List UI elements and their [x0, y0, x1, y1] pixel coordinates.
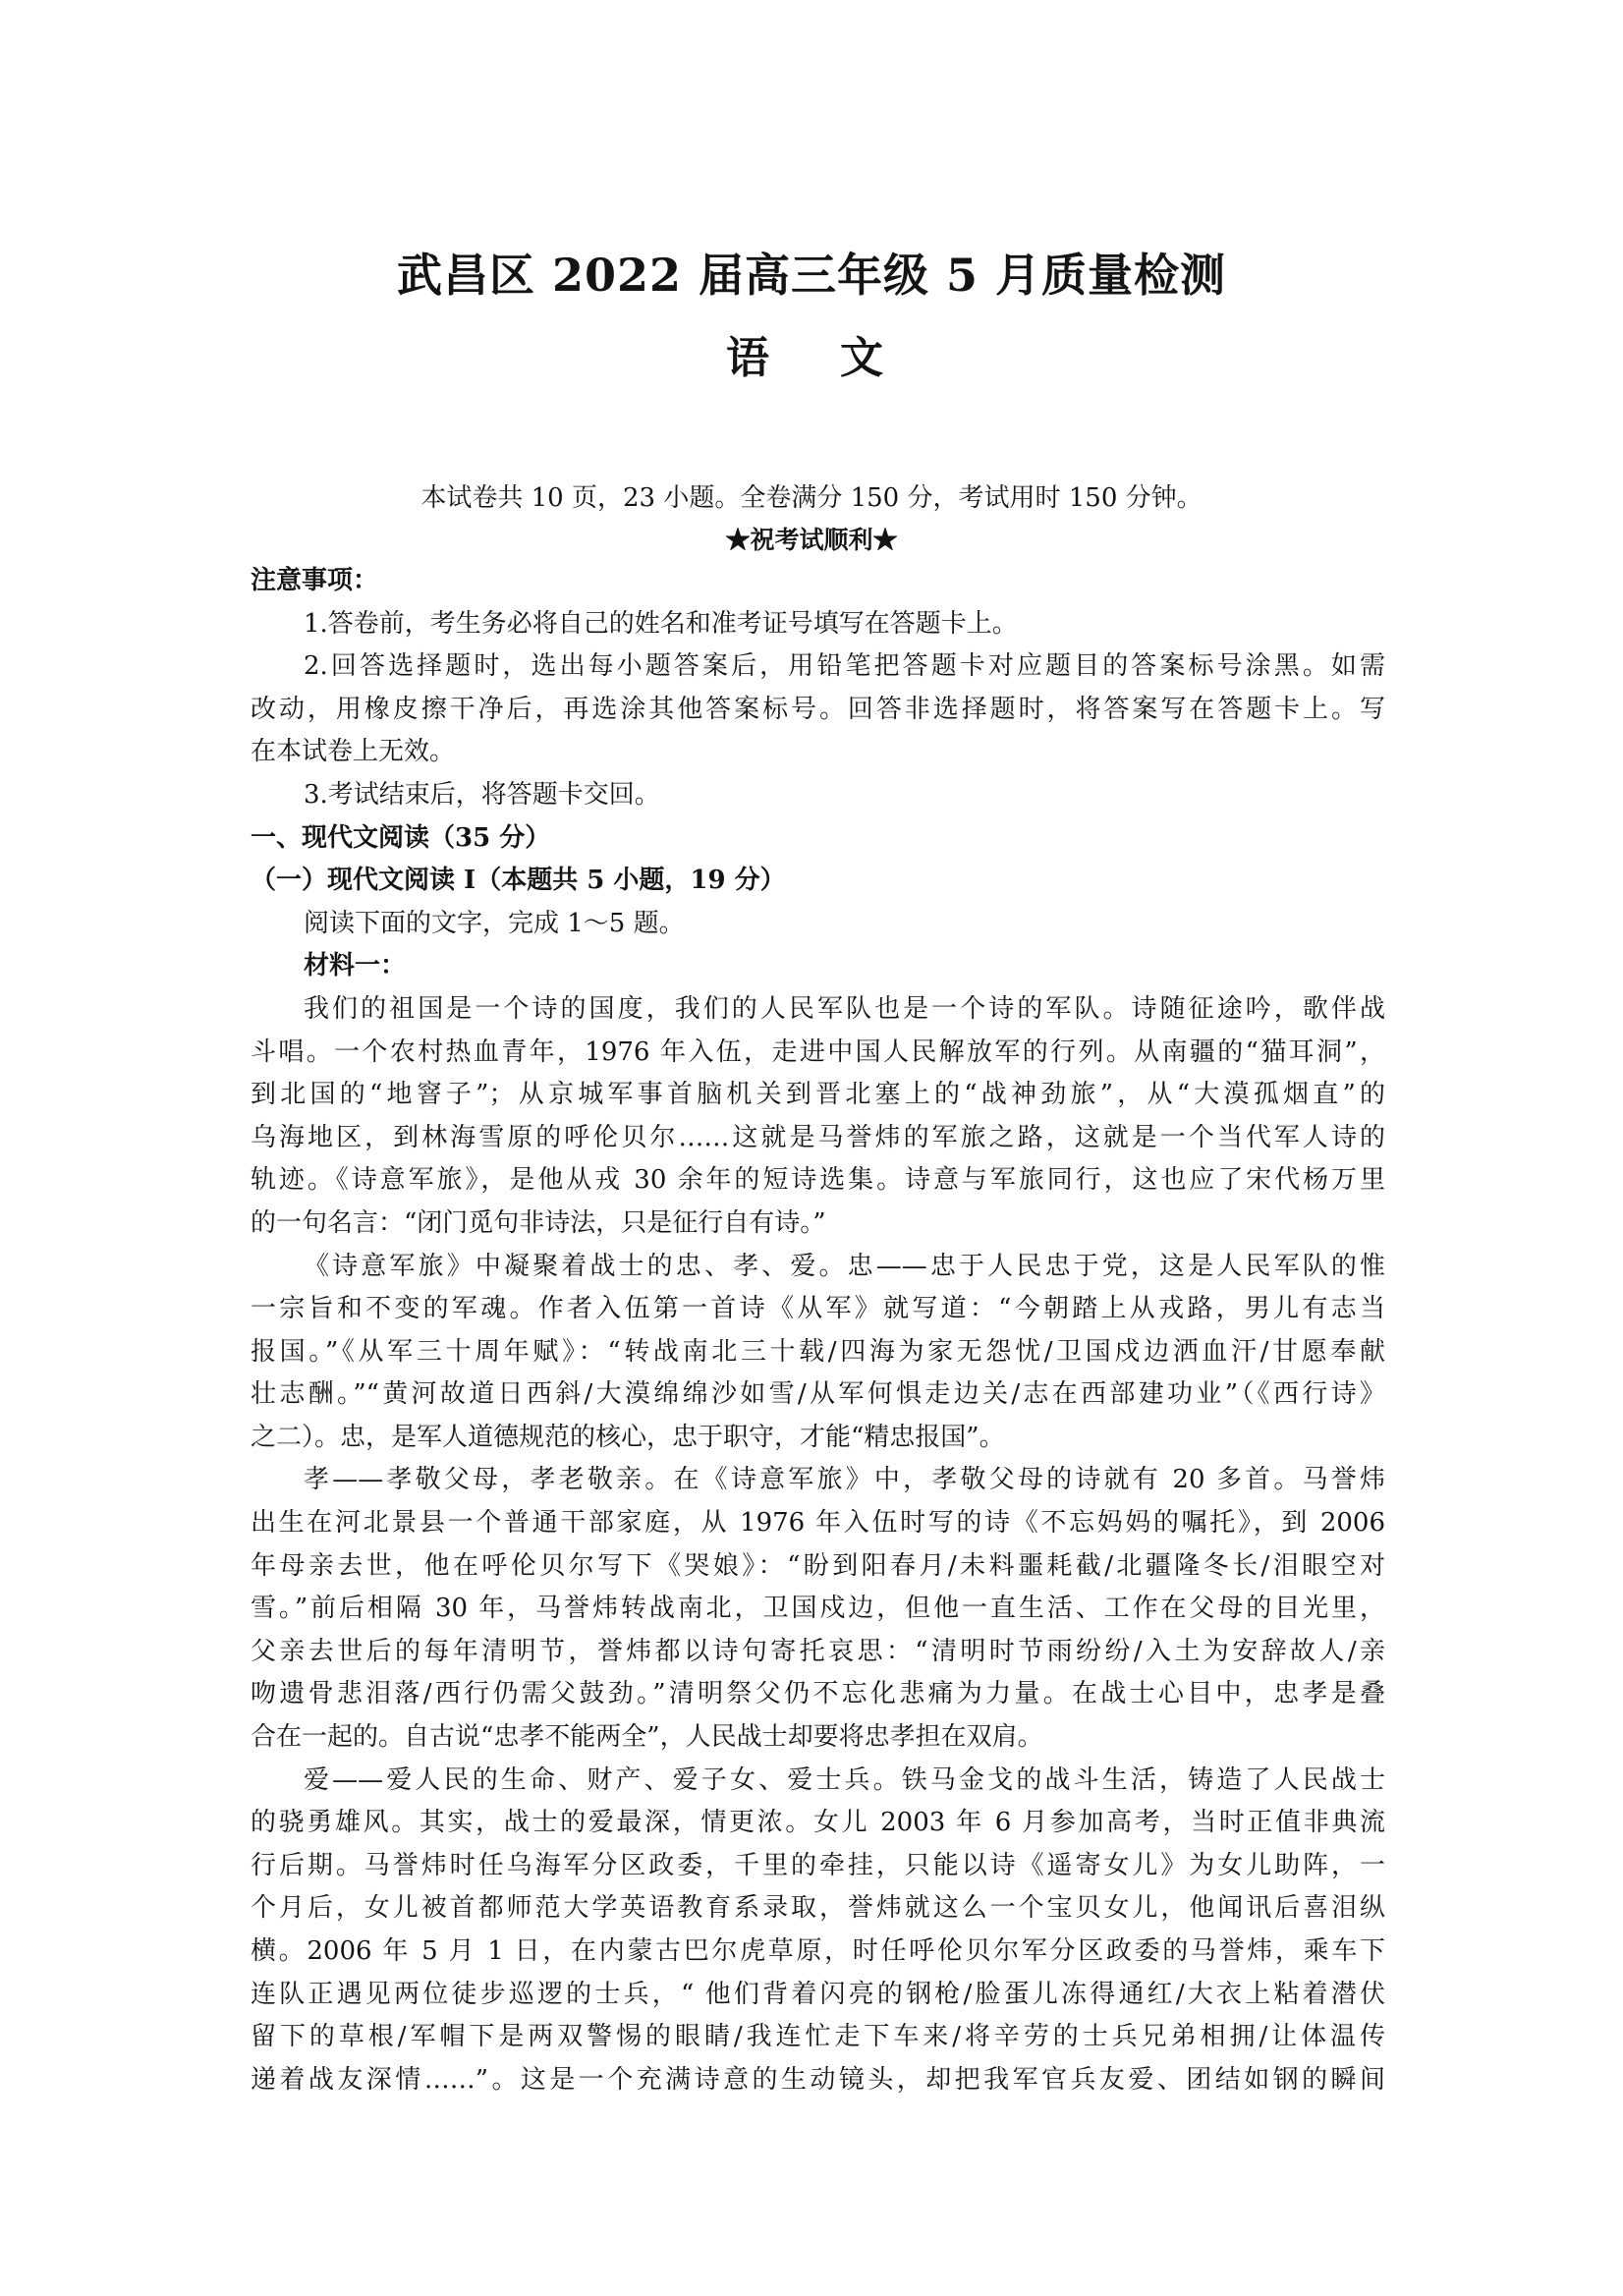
paragraph	[251, 1246, 1385, 1460]
text-line: 个月后，女儿被首都师范大学英语教育系录取，誉炜就这么一个宝贝女儿，他闻讯后喜泪纵	[251, 1893, 1385, 1924]
section-subheading: （一）现代文阅读 I（本题共 5 小题，19 分）	[251, 866, 786, 896]
text-line: 一宗旨和不变的军魂。作者入伍第一首诗《从军》就写道：“今朝踏上从戎路，男儿有志当	[251, 1294, 1385, 1324]
material-label: 材料一：	[304, 951, 407, 981]
text-line: 我们的祖国是一个诗的国度，我们的人民军队也是一个诗的军队。诗随征途吟，歌伴战	[304, 993, 1385, 1024]
text-line: 的一句名言：“闭门觅句非诗法，只是征行自有诗。”	[251, 1207, 826, 1238]
text-line: 年母亲去世，他在呼伦贝尔写下《哭娘》：“盼到阳春月/未料噩耗截/北疆隆冬长/泪眼空对	[251, 1550, 1385, 1581]
notice-item-3	[251, 774, 1385, 817]
text-line: 连队正遇见两位徒步巡逻的士兵，“ 他们背着闪亮的钢枪/脸蛋儿冻得通红/大衣上粘着潜伏	[251, 1979, 1385, 2009]
exam-wish: ★祝考试顺利★	[725, 526, 898, 554]
text-line: 壮志酬。”“黄河故道日西斜/大漠绵绵沙如雪/从军何惧走边关/志在西部建功业”（《西行诗》	[251, 1379, 1385, 1410]
text-line: 2.回答选择题时，选出每小题答案后，用铅笔把答题卡对应题目的答案标号涂黑。如需	[304, 651, 1385, 682]
text-line: 行后期。马誉炜时任乌海军分区政委，千里的牵挂，只能以诗《遥寄女儿》为女儿助阵，一	[251, 1850, 1385, 1880]
text-line: 留下的草根/军帽下是两双警惕的眼睛/我连忙走下车来/将辛劳的士兵兄弟相拥/让体温传	[251, 2022, 1385, 2052]
text-line: 轨迹。《诗意军旅》，是他从戎 30 余年的短诗选集。诗意与军旅同行，这也应了宋代杨万里	[251, 1165, 1385, 1196]
text-line: 斗唱。一个农村热血青年，1976 年入伍，走进中国人民解放军的行列。从南疆的“猫耳洞”，	[251, 1036, 1385, 1067]
text-line: 3.考试结束后，将答题卡交回。	[304, 779, 660, 810]
section-instruction: 阅读下面的文字，完成 1～5 题。	[304, 908, 685, 938]
exam-subject: 语 文	[726, 333, 897, 383]
text-line: 雪。”前后相隔 30 年，马誉炜转战南北，卫国戍边，但他一直生活、工作在父母的目光里，	[251, 1594, 1385, 1624]
text-line: 乌海地区，到林海雪原的呼伦贝尔……这就是马誉炜的军旅之路，这就是一个当代军人诗的	[251, 1122, 1385, 1152]
paragraph	[251, 988, 1385, 1246]
exam-info: 本试卷共 10 页，23 小题。全卷满分 150 分，考试用时 150 分钟。	[420, 483, 1203, 513]
text-line: 的骁勇雄风。其实，战士的爱最深，情更浓。女儿 2003 年 6 月参加高考，当时正值非典流	[251, 1808, 1385, 1838]
section-heading: 一、现代文阅读（35 分）	[251, 822, 551, 853]
text-line: 到北国的“地窨子”；从京城军事首脑机关到晋北塞上的“战神劲旅”，从“大漠孤烟直”的	[251, 1080, 1385, 1110]
text-line: 吻遗骨悲泪落/西行仍需父鼓劲。”清明祭父仍不忘化悲痛为力量。在战士心目中，忠孝是叠	[251, 1679, 1385, 1709]
text-line: 改动，用橡皮擦干净后，再选涂其他答案标号。回答非选择题时，将答案写在答题卡上。写	[251, 694, 1385, 724]
notice-item-1	[251, 603, 1385, 646]
text-line: 合在一起的。自古说“忠孝不能两全”，人民战士却要将忠孝担在双肩。	[251, 1722, 1043, 1753]
text-line: 之二）。忠，是军人道德规范的核心，忠于职守，才能“精忠报国”。	[251, 1422, 1005, 1452]
text-line: 父亲去世后的每年清明节，誉炜都以诗句寄托哀思：“清明时节雨纷纷/入土为安辞故人/亲	[251, 1636, 1385, 1666]
text-line: 横。2006 年 5 月 1 日，在内蒙古巴尔虎草原，时任呼伦贝尔军分区政委的马誉炜，乘车下	[251, 1936, 1385, 1966]
paragraph	[251, 1459, 1385, 1759]
text-line: 爱——爱人民的生命、财产、爱子女、爱士兵。铁马金戈的战斗生活，铸造了人民战士	[304, 1764, 1385, 1795]
text-line: 《诗意军旅》中凝聚着战士的忠、孝、爱。忠——忠于人民忠于党，这是人民军队的惟	[304, 1251, 1385, 1281]
text-line: 出生在河北景县一个普通干部家庭，从 1976 年入伍时写的诗《不忘妈妈的嘱托》，到 2006	[251, 1508, 1385, 1539]
text-line: 报国。”《从军三十周年赋》：“转战南北三十载/四海为家无怨忧/卫国戍边洒血汗/甘愿奉献	[251, 1336, 1385, 1367]
text-line: 1.答卷前，考生务必将自己的姓名和准考证号填写在答题卡上。	[304, 608, 1018, 639]
text-line: 在本试卷上无效。	[251, 737, 456, 767]
text-line: 递着战友深情……”。这是一个充满诗意的生动镜头，却把我军官兵友爱、团结如钢的瞬间	[251, 2064, 1385, 2095]
exam-title: 武昌区 2022 届高三年级 5 月质量检测	[396, 249, 1227, 302]
notice-item-2	[251, 645, 1385, 774]
text-line: 孝——孝敬父母，孝老敬亲。在《诗意军旅》中，孝敬父母的诗就有 20 多首。马誉炜	[304, 1465, 1385, 1495]
exam-body	[251, 560, 1385, 2101]
notice-heading: 注意事项：	[251, 566, 379, 595]
paragraph	[251, 1760, 1385, 2102]
